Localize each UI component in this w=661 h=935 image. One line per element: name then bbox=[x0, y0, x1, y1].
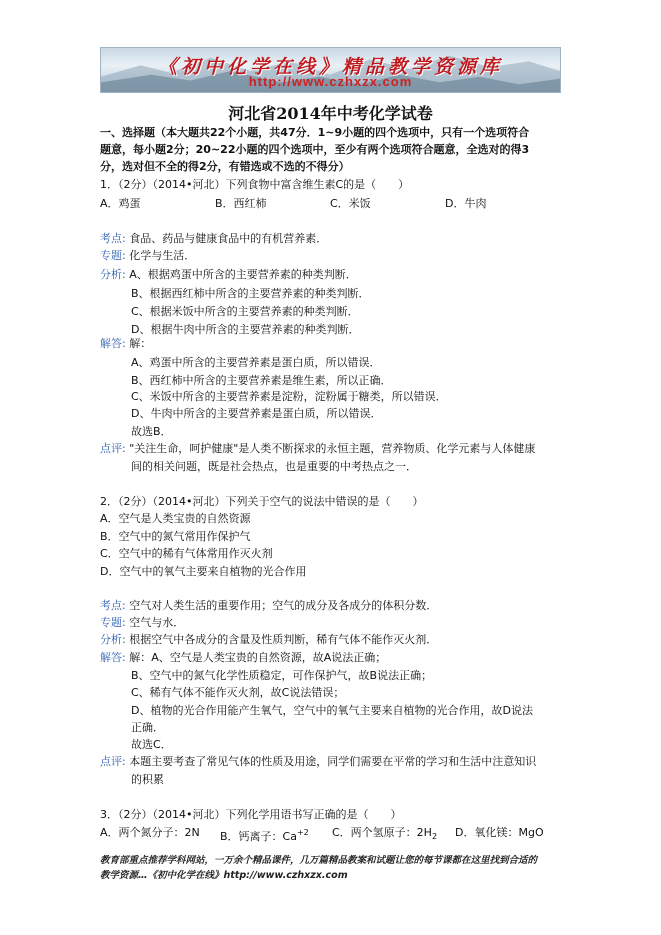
q2-option-c: C．空气中的稀有气体常用作灭火剂 bbox=[100, 547, 273, 560]
q1-option-a: A．鸡蛋 bbox=[100, 197, 141, 210]
jieda-label: 解答: bbox=[100, 337, 126, 350]
fenxi-label: 分析: bbox=[100, 633, 126, 646]
q3-option-b-charge: +2 bbox=[296, 828, 309, 837]
q3-option-b-text: B．钙离子：Ca bbox=[220, 830, 297, 843]
q2-option-a: A．空气是人类宝贵的自然资源 bbox=[100, 512, 251, 525]
q1-option-b: B．西红柿 bbox=[215, 197, 267, 210]
jieda-line: D、牛肉中所含的主要营养素是蛋白质，所以错误． bbox=[131, 407, 382, 420]
jieda-line: 解： bbox=[129, 337, 152, 350]
question-3-options bbox=[100, 826, 560, 842]
fenxi-line: D、根据牛肉中所含的主要营养素的种类判断． bbox=[131, 323, 360, 336]
q3-option-b bbox=[220, 826, 309, 844]
jieda-label: 解答: bbox=[100, 651, 126, 664]
q3-option-a: A．两个氮分子：2N bbox=[100, 826, 200, 839]
jieda-line: B、西红柿中所含的主要营养素是维生素，所以正确． bbox=[131, 374, 392, 387]
q1-jieda bbox=[100, 337, 151, 351]
q3-option-c-text: C．两个氢原子：2H bbox=[332, 826, 432, 839]
zhuanti-text: 化学与生活． bbox=[129, 249, 196, 262]
zhuanti-text: 空气与水． bbox=[129, 616, 185, 629]
header-banner bbox=[100, 47, 561, 93]
q2-fenxi bbox=[100, 633, 437, 647]
jieda-line: B、空气中的氮气化学性质稳定，可作保护气，故B说法正确； bbox=[131, 669, 433, 682]
fenxi-line: A、根据鸡蛋中所含的主要营养素的种类判断． bbox=[129, 268, 357, 281]
kaodian-label: 考点: bbox=[100, 232, 126, 245]
jieda-line: C、米饭中所含的主要营养素是淀粉，淀粉属于糖类，所以错误． bbox=[131, 390, 447, 403]
question-2-stem: 2．（2分）（2014•河北）下列关于空气的说法中错误的是（ ） bbox=[100, 495, 424, 508]
q1-fenxi bbox=[100, 268, 357, 282]
section-intro-line: 一、选择题（本大题共22个小题，共47分．1~9小题的四个选项中，只有一个选项符合 bbox=[100, 126, 530, 139]
question-1-stem: 1．（2分）（2014•河北）下列食物中富含维生素C的是（ ） bbox=[100, 178, 410, 191]
dianping-line: 的积累 bbox=[131, 773, 164, 786]
dianping-line: 间的相关问题，既是社会热点，也是重要的中考热点之一． bbox=[131, 460, 417, 473]
q1-option-d: D．牛肉 bbox=[445, 197, 487, 210]
jieda-line: 正确． bbox=[131, 721, 164, 734]
jieda-line: 故选B． bbox=[131, 425, 172, 438]
fenxi-line: C、根据米饭中所含的主要营养素的种类判断． bbox=[131, 305, 359, 318]
question-3-stem: 3．（2分）（2014•河北）下列化学用语书写正确的是（ ） bbox=[100, 808, 402, 821]
footer-line: 教育部重点推荐学科网站，一万余个精品课件，几万篇精品教案和试题让您的每节课都在这里找到合适的 bbox=[100, 855, 538, 866]
q3-option-c bbox=[332, 826, 437, 844]
dianping-label: 点评: bbox=[100, 755, 126, 768]
q2-option-b: B．空气中的氮气常用作保护气 bbox=[100, 530, 251, 543]
q1-dianping bbox=[100, 442, 535, 456]
footer-line[interactable]: 教学资源…《初中化学在线》http://www.czhxzx.com bbox=[100, 870, 348, 881]
q2-option-d: D．空气中的氧气主要来自植物的光合作用 bbox=[100, 565, 307, 578]
zhuanti-label: 专题: bbox=[100, 616, 126, 629]
section-intro-line: 题意，每小题2分；20~22小题的四个选项中，至少有两个选项符合题意，全选对的得3 bbox=[100, 143, 530, 156]
q2-jieda bbox=[100, 651, 386, 665]
kaodian-text: 空气对人类生活的重要作用；空气的成分及各成分的体积分数． bbox=[129, 599, 438, 612]
q2-dianping bbox=[100, 755, 536, 769]
jieda-line: 故选C． bbox=[131, 738, 172, 751]
jieda-line: 解：A、空气是人类宝贵的自然资源，故A说法正确； bbox=[129, 651, 387, 664]
jieda-line: D、植物的光合作用能产生氧气，空气中的氧气主要来自植物的光合作用，故D说法 bbox=[131, 704, 533, 717]
banner-url[interactable]: http://www.czhxzx.com bbox=[248, 74, 413, 89]
kaodian-label: 考点: bbox=[100, 599, 126, 612]
page-title: 河北省2014年中考化学试卷 bbox=[228, 104, 433, 123]
banner-title: 《初中化学在线》精品教学资源库 bbox=[157, 56, 503, 78]
dianping-line: "关注生命，呵护健康"是人类不断探求的永恒主题，营养物质、化学元素与人体健康 bbox=[129, 442, 536, 455]
fenxi-label: 分析: bbox=[100, 268, 126, 281]
q2-zhuanti bbox=[100, 616, 184, 630]
dianping-line: 本题主要考查了常见气体的性质及用途，同学们需要在平常的学习和生活中注意知识 bbox=[129, 755, 537, 768]
q3-option-c-subscript: 2 bbox=[431, 832, 438, 841]
zhuanti-label: 专题: bbox=[100, 249, 126, 262]
dianping-label: 点评: bbox=[100, 442, 126, 455]
jieda-line: C、稀有气体不能作灭火剂，故C说法错误； bbox=[131, 686, 345, 699]
section-intro-line: 分，选对但不全的得2分，有错选或不选的不得分） bbox=[100, 160, 350, 173]
fenxi-text: 根据空气中各成分的含量及性质判断，稀有气体不能作灭火剂． bbox=[129, 633, 438, 646]
question-1-options bbox=[100, 197, 560, 211]
fenxi-line: B、根据西红柿中所含的主要营养素的种类判断． bbox=[131, 287, 370, 300]
jieda-line: A、鸡蛋中所含的主要营养素是蛋白质，所以错误． bbox=[131, 356, 381, 369]
q3-option-d: D．氧化镁：MgO bbox=[455, 826, 544, 839]
q1-option-c: C．米饭 bbox=[330, 197, 371, 210]
q1-zhuanti bbox=[100, 249, 195, 263]
kaodian-text: 食品、药品与健康食品中的有机营养素． bbox=[129, 232, 328, 245]
q2-kaodian bbox=[100, 599, 437, 613]
q1-kaodian bbox=[100, 232, 327, 246]
